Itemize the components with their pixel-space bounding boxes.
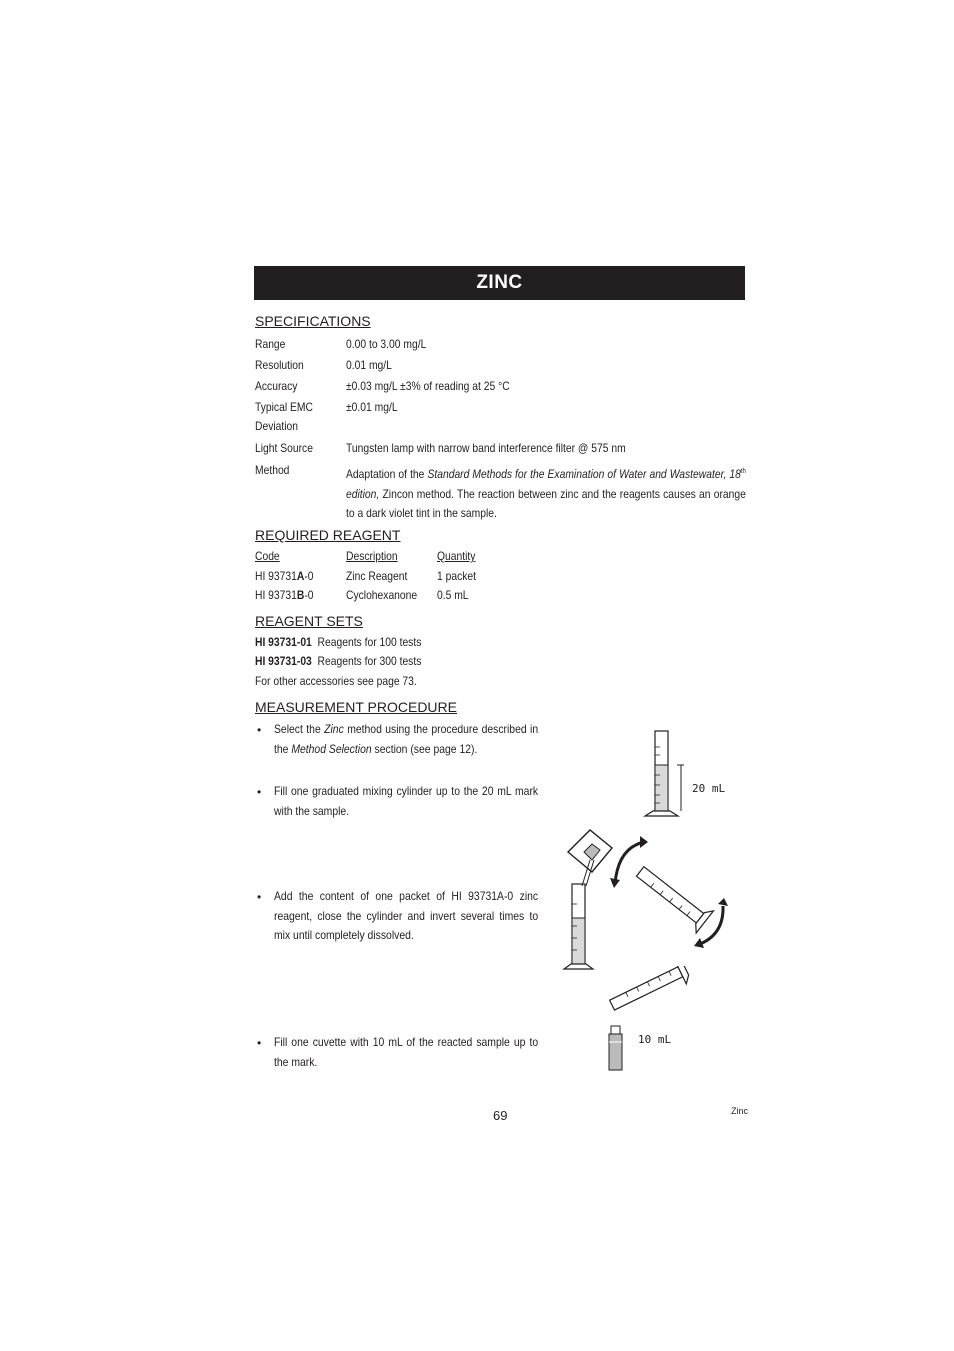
cuvette-icon	[609, 1026, 622, 1070]
accessories-note: For other accessories see page 73.	[255, 674, 417, 688]
bullet-icon: •	[257, 890, 262, 904]
light-source-label: Light Source	[255, 441, 313, 455]
reagent-quantity: 0.5 mL	[437, 588, 469, 602]
accuracy-value: ±0.03 mg/L ±3% of reading at 25 °C	[346, 379, 510, 393]
procedure-step-2: Fill one graduated mixing cylinder up to the 20 mL mark with the sample.	[274, 784, 539, 818]
reagent-set-item: HI 93731-03 Reagents for 300 tests	[255, 654, 422, 668]
reagent-code: HI 93731B-0	[255, 588, 314, 602]
method-sup: th	[740, 468, 746, 475]
figure-label-10ml: 10 mL	[638, 1033, 672, 1046]
procedure-step-4: Fill one cuvette with 10 mL of the reacted sample up to the mark.	[274, 1035, 539, 1069]
graduated-cylinder-icon	[640, 725, 740, 820]
method-italic: Standard Methods for the Examination of Water and Wastewater, 18	[427, 467, 741, 481]
inverted-cylinder-icon	[632, 860, 714, 933]
required-reagent-heading: REQUIRED REAGENT	[255, 527, 401, 543]
bullet-icon: •	[257, 785, 262, 799]
resolution-label: Resolution	[255, 358, 304, 372]
bullet-icon: •	[257, 723, 262, 737]
pour-figure	[600, 966, 700, 1076]
reagent-code: HI 93731A-0	[255, 569, 314, 583]
reagent-description: Cyclohexanone	[346, 588, 418, 602]
measurement-procedure-heading: MEASUREMENT PROCEDURE	[255, 699, 457, 715]
invert-mix-figure	[560, 826, 735, 976]
page-number: 69	[493, 1108, 508, 1123]
reagent-set-item: HI 93731-01 Reagents for 100 tests	[255, 635, 422, 649]
col-code: Code	[255, 549, 280, 563]
figure-label-20ml: 20 mL	[692, 782, 726, 795]
bullet-icon: •	[257, 1036, 262, 1050]
section-footer: Zinc	[731, 1106, 749, 1116]
resolution-value: 0.01 mg/L	[346, 358, 392, 372]
emc-label-line1: Typical EMC	[255, 400, 313, 414]
method-label: Method	[255, 463, 290, 477]
light-source-value: Tungsten lamp with narrow band interference filter @ 575 nm	[346, 441, 626, 455]
method-description	[346, 462, 746, 524]
reagent-packet-icon	[568, 830, 612, 886]
reagent-quantity: 1 packet	[437, 569, 477, 583]
procedure-step-1: Select the Zinc method using the procedure described in the Method Selection section (see page 12).	[274, 722, 539, 756]
col-quantity: Quantity	[437, 549, 476, 563]
method-prefix: Adaptation of the	[346, 467, 428, 481]
method-rest: Zincon method. The reaction between zinc and the reagents causes an orange to a dark violet tint in the sample.	[346, 486, 746, 520]
method-italic2: edition,	[346, 486, 380, 501]
col-description: Description	[346, 549, 398, 563]
range-label: Range	[255, 337, 286, 351]
range-value: 0.00 to 3.00 mg/L	[346, 337, 427, 351]
reagent-sets-heading: REAGENT SETS	[255, 613, 363, 629]
graduated-cylinder-icon	[606, 966, 692, 1017]
page-title: ZINC	[254, 266, 745, 300]
emc-label-line2: Deviation	[255, 419, 299, 433]
procedure-step-3: Add the content of one packet of HI 93731A-0 zinc reagent, close the cylinder and invert several times to mix until completely dissolved.	[274, 889, 539, 942]
accuracy-label: Accuracy	[255, 379, 298, 393]
reagent-description: Zinc Reagent	[346, 569, 408, 583]
specifications-heading: SPECIFICATIONS	[255, 313, 371, 329]
graduated-cylinder-icon	[564, 884, 593, 969]
emc-value: ±0.01 mg/L	[346, 400, 398, 414]
